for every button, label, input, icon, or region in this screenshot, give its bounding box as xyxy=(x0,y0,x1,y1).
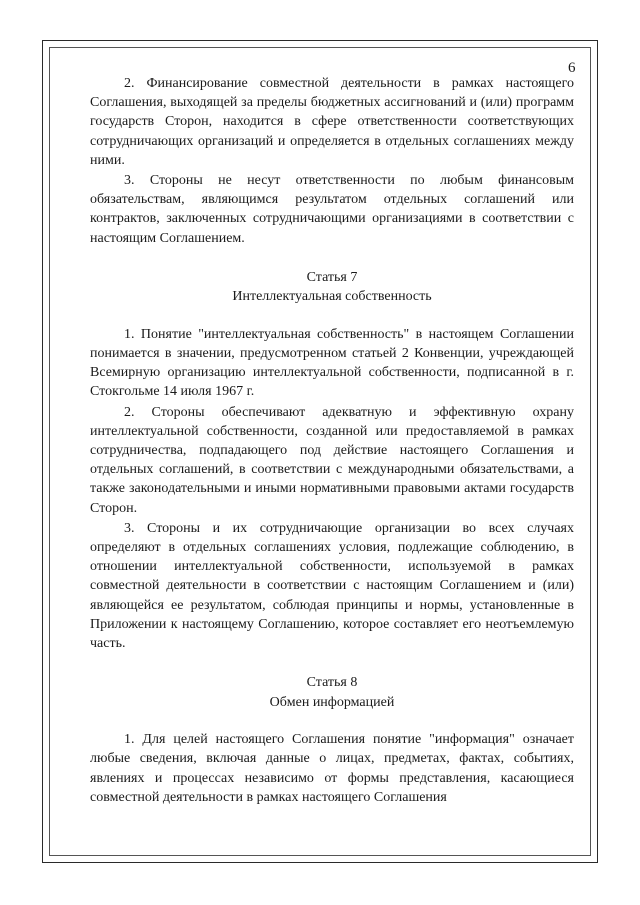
page-number: 6 xyxy=(568,60,576,76)
article-7-title: Интеллектуальная собственность xyxy=(232,289,432,305)
article-7-paragraph-2: 2. Стороны обеспечивают адекватную и эффективную охрану интеллектуальной собственности, созданной или предоставляемой в рамках сотрудничества, подпадающего под действие настоящего Соглашения и отдельных соглашений, в соответствии с международными обязательствами, а также законодательными и иными нормативными правовыми актами государств Сторон. xyxy=(90,404,574,516)
article-8-paragraph-1: 1. Для целей настоящего Соглашения понятие "информация" означает любые сведения, включая данные о лицах, предметах, фактах, событиях, явлениях и процессах независимо от формы представления, касающиеся совместной деятельности в рамках настоящего Соглашения xyxy=(90,732,574,805)
article-8-title: Обмен информацией xyxy=(269,694,395,710)
paragraph-financing: 2. Финансирование совместной деятельности в рамках настоящего Соглашения, выходящей за пределы бюджетных ассигнований и (или) программ государств Сторон, находится в сфере ответственности соответствующих сотрудничающих организаций и определяется в отдельных соглашениях между ними. xyxy=(90,76,574,168)
article-8-number: Статья 8 xyxy=(306,675,358,691)
paragraph-liability: 3. Стороны не несут ответственности по любым финансовым обязательствам, являющимся результатом отдельных соглашений или контрактов, заключенных сотрудничающими организациями в соответствии с настоящим Соглашением. xyxy=(90,173,574,246)
article-7-paragraph-1: 1. Понятие "интеллектуальная собственность" в настоящем Соглашении понимается в значении, предусмотренном статьей 2 Конвенции, учреждающей Всемирную организацию интеллектуальной собственности, подписанной в г. Стокгольме 14 июля 1967 г. xyxy=(90,326,574,400)
article-7-number: Статья 7 xyxy=(306,269,358,285)
article-7-paragraph-3: 3. Стороны и их сотрудничающие организации во всех случаях определяют в отдельных соглашениях условия, подлежащие соблюдению, в отношении интеллектуальной собственности, используемой в рамках совместной деятельности в соответствии с настоящим Соглашением и (или) являющейся ее результатом, соблюдая принципы и нормы, установленные в Приложении к настоящему Соглашению, которое составляет его неотъемлемую часть. xyxy=(90,520,574,652)
document-body xyxy=(90,74,574,808)
